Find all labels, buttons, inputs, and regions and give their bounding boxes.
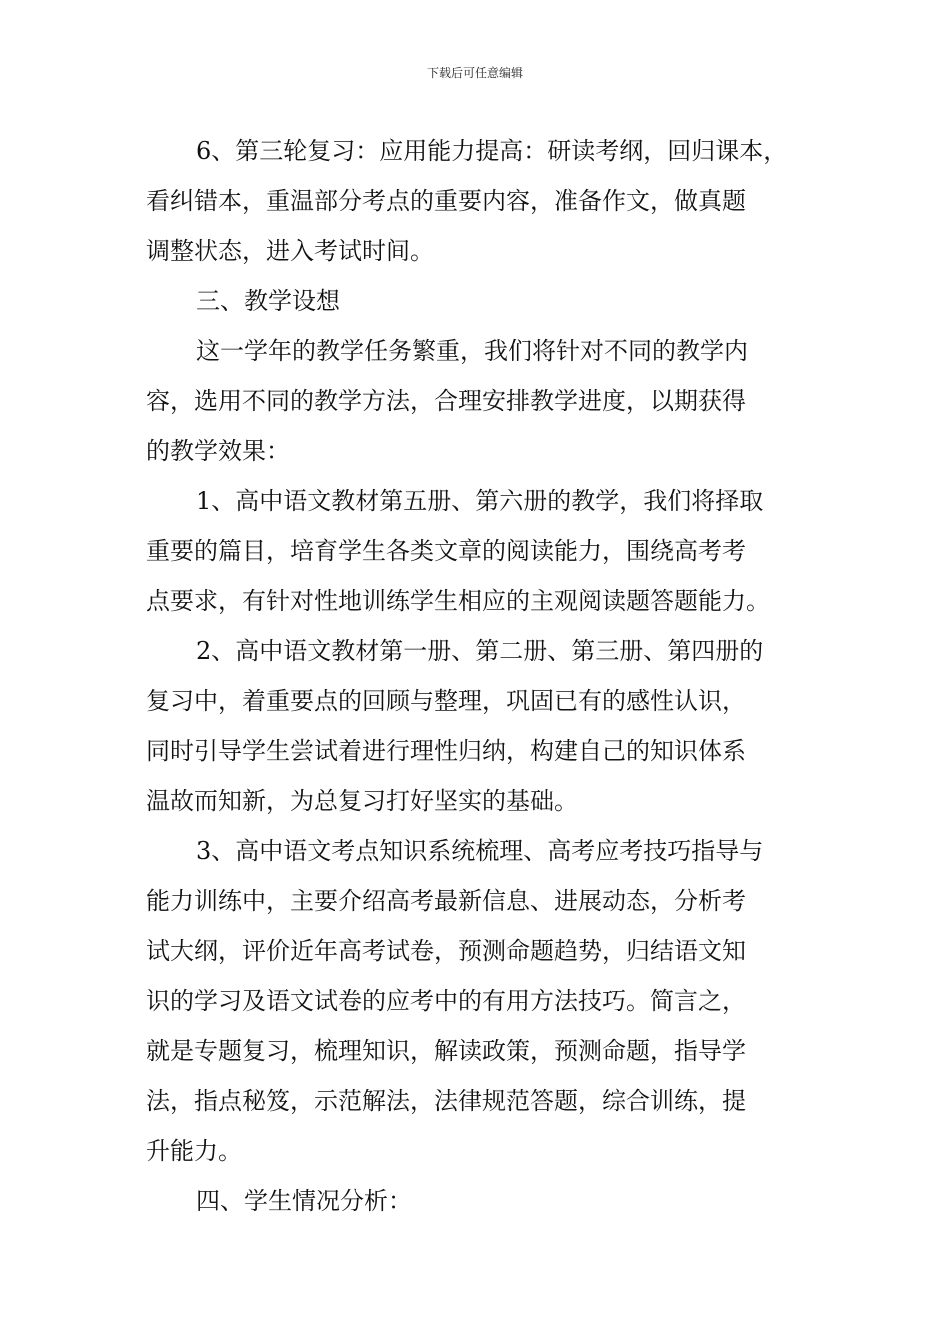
- text-line: 这一学年的教学任务繁重，我们将针对不同的教学内: [196, 337, 748, 365]
- text-line: 升能力。: [146, 1137, 242, 1165]
- text-line: 识的学习及语文试卷的应考中的有用方法技巧。简言之，: [146, 987, 746, 1015]
- page-header: 下载后可任意编辑: [426, 66, 523, 80]
- paragraph-third-review: [146, 126, 806, 276]
- text-line: 的教学效果：: [146, 437, 290, 465]
- text-line: 2、高中语文教材第一册、第二册、第三册、第四册的: [196, 637, 764, 665]
- text-line: 试大纲，评价近年高考试卷，预测命题趋势，归结语文知: [146, 937, 746, 965]
- document-body: [146, 126, 806, 1226]
- heading-line: 三、教学设想: [196, 287, 340, 315]
- section-heading-student-analysis: [146, 1176, 806, 1226]
- text-line: 3、高中语文考点知识系统梳理、高考应考技巧指导与: [196, 837, 764, 865]
- paragraph-intro: [146, 326, 806, 476]
- text-line: 就是专题复习，梳理知识，解读政策，预测命题，指导学: [146, 1037, 746, 1065]
- text-line: 6、第三轮复习：应用能力提高：研读考纲，回归课本，: [196, 137, 788, 165]
- section-heading-teaching-ideas: [146, 276, 806, 326]
- text-line: 1、高中语文教材第五册、第六册的教学，我们将择取: [196, 487, 764, 515]
- text-line: 容，选用不同的教学方法，合理安排教学进度，以期获得: [146, 387, 746, 415]
- text-line: 复习中，着重要点的回顾与整理，巩固已有的感性认识，: [146, 687, 746, 715]
- text-line: 法，指点秘笈，示范解法，法律规范答题，综合训练，提: [146, 1087, 746, 1115]
- paragraph-item-1: [146, 476, 806, 626]
- text-line: 能力训练中，主要介绍高考最新信息、进展动态，分析考: [146, 887, 746, 915]
- text-line: 同时引导学生尝试着进行理性归纳，构建自己的知识体系: [146, 737, 746, 765]
- text-line: 看纠错本，重温部分考点的重要内容，准备作文，做真题: [146, 187, 746, 215]
- text-line: 温故而知新，为总复习打好坚实的基础。: [146, 787, 578, 815]
- text-line: 点要求，有针对性地训练学生相应的主观阅读题答题能力。: [146, 587, 770, 615]
- paragraph-item-2: [146, 626, 806, 826]
- text-line: 调整状态，进入考试时间。: [146, 237, 434, 265]
- heading-line: 四、学生情况分析：: [196, 1187, 412, 1215]
- text-line: 重要的篇目，培育学生各类文章的阅读能力，围绕高考考: [146, 537, 746, 565]
- paragraph-item-3: [146, 826, 806, 1176]
